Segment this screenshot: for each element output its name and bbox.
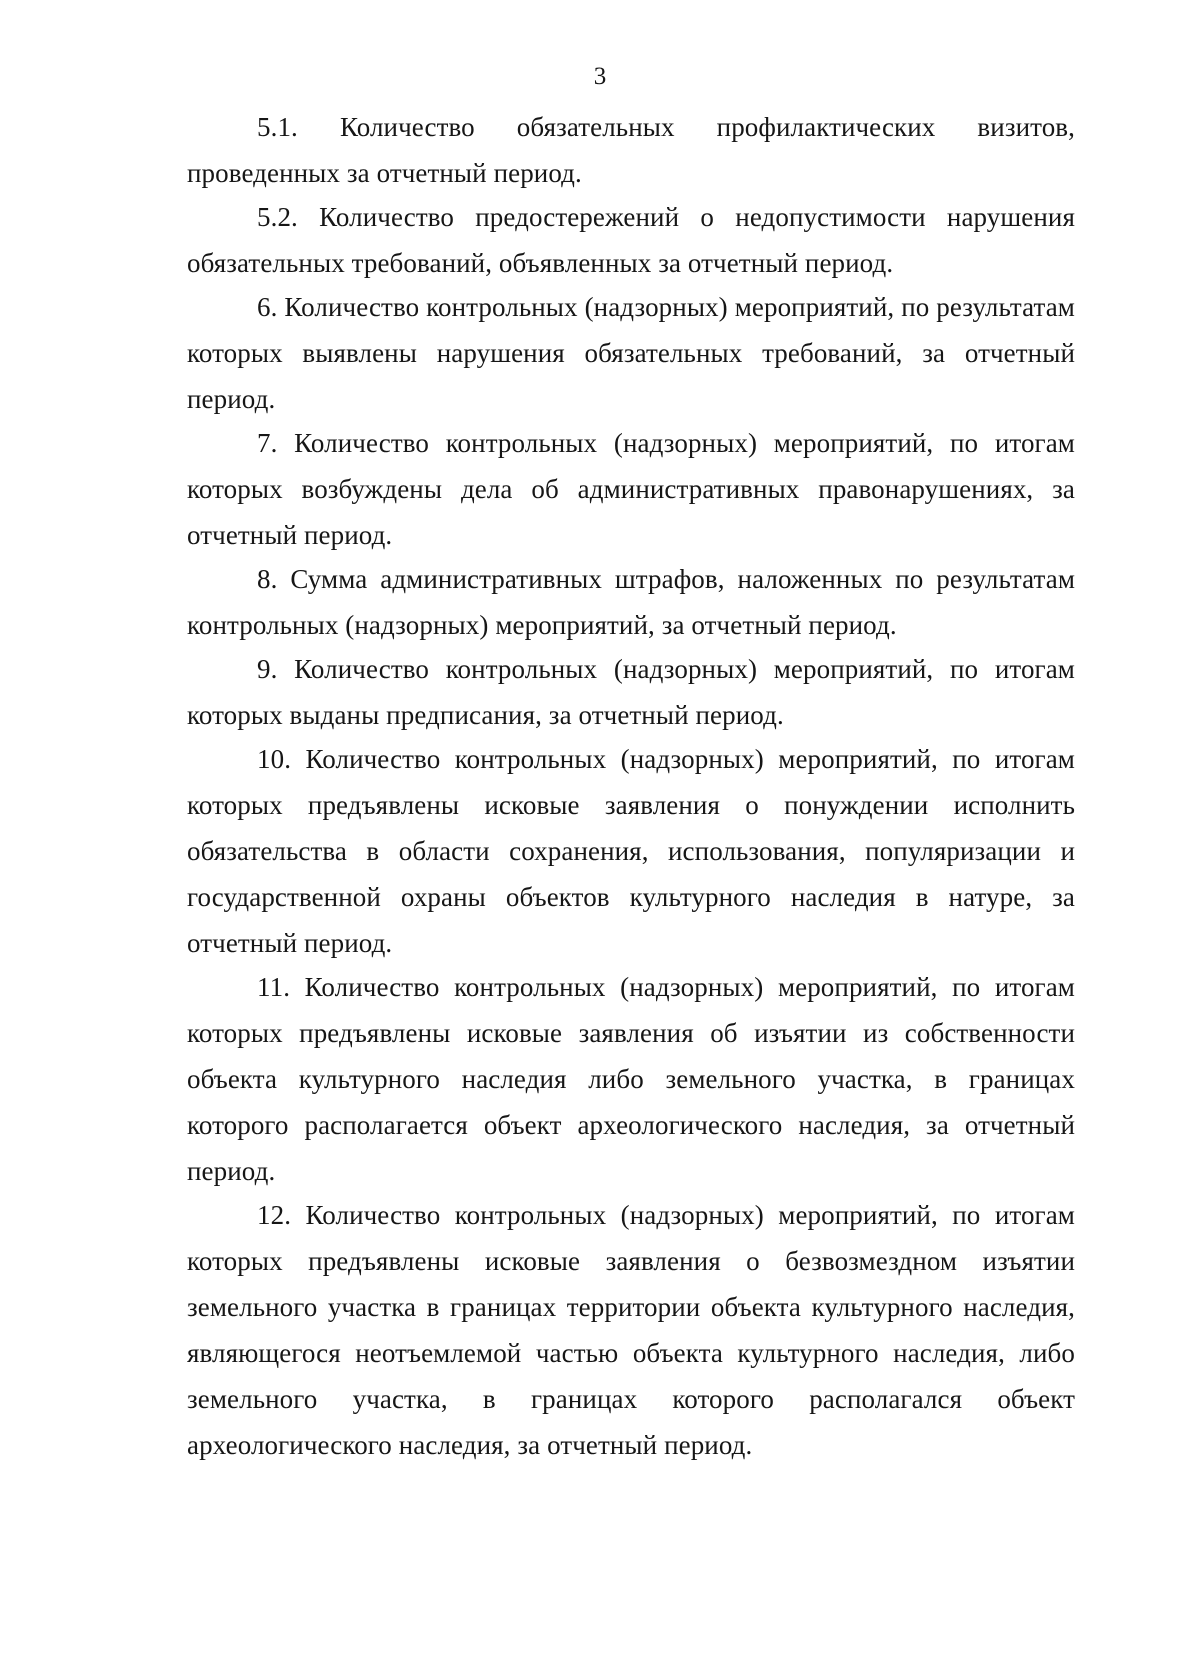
paragraph-6: 6. Количество контрольных (надзорных) мероприятий, по результатам которых выявлены нарушения обязательных требований, за отчетный период. — [187, 292, 1075, 414]
paragraph-5-2: 5.2. Количество предостережений о недопустимости нарушения обязательных требований, объявленных за отчетный период. — [187, 202, 1075, 278]
paragraph-5-1: 5.1. Количество обязательных профилактических визитов, проведенных за отчетный период. — [187, 112, 1075, 188]
page-number: 3 — [593, 63, 607, 90]
paragraph-10: 10. Количество контрольных (надзорных) мероприятий, по итогам которых предъявлены исковые заявления о понуждении исполнить обязательства в области сохранения, использования, популяризации и государственной охраны объектов культурного наследия в натуре, за отчетный период. — [187, 744, 1075, 958]
paragraph-9: 9. Количество контрольных (надзорных) мероприятий, по итогам которых выданы предписания, за отчетный период. — [187, 654, 1075, 730]
paragraph-8: 8. Сумма административных штрафов, наложенных по результатам контрольных (надзорных) мероприятий, за отчетный период. — [187, 564, 1075, 640]
paragraph-12: 12. Количество контрольных (надзорных) мероприятий, по итогам которых предъявлены исковые заявления о безвозмездном изъятии земельного участка в границах территории объекта культурного наследия, являющегося неотъемлемой частью объекта культурного наследия, либо земельного участка, в границах которого располагался объект археологического наследия, за отчетный период. — [187, 1200, 1075, 1460]
paragraph-11: 11. Количество контрольных (надзорных) мероприятий, по итогам которых предъявлены исковые заявления об изъятии из собственности объекта культурного наследия либо земельного участка, в границах которого располагается объект археологического наследия, за отчетный период. — [187, 972, 1075, 1186]
paragraph-7: 7. Количество контрольных (надзорных) мероприятий, по итогам которых возбуждены дела об административных правонарушениях, за отчетный период. — [187, 428, 1075, 550]
